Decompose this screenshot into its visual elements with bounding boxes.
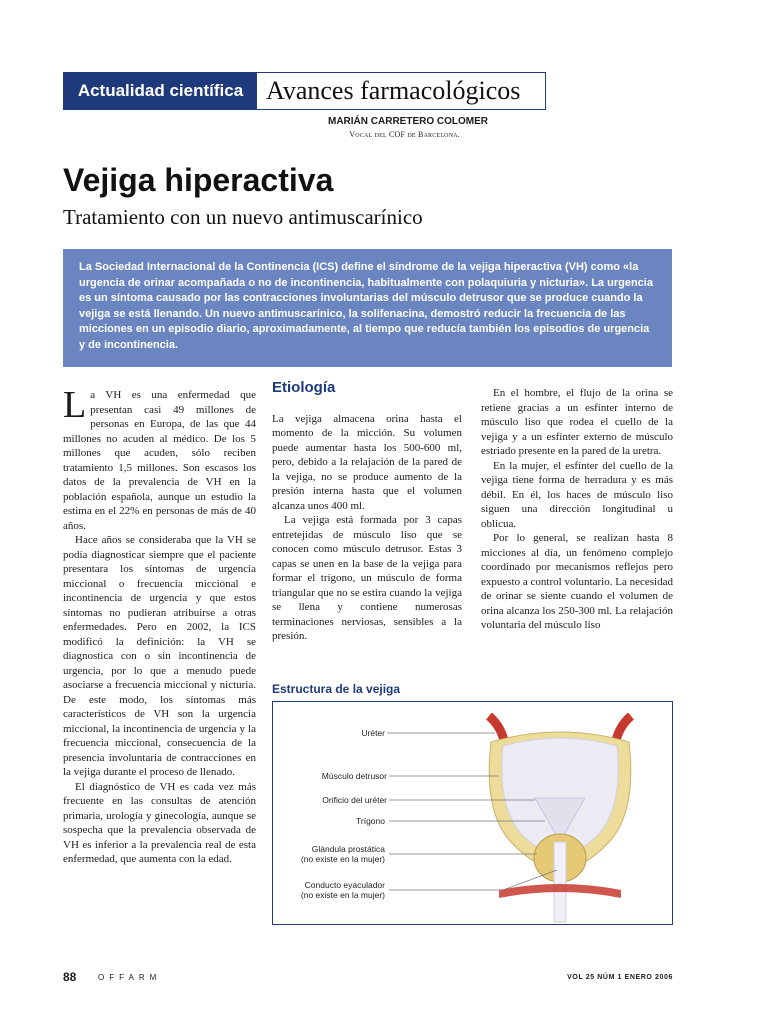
paragraph: Por lo general, se realizan hasta 8 micciones al día, un fenómeno complejo coordinado por mecanismos reflejos pero expuesto a control voluntario. La necesidad de orinar se siente cuando el volumen de orina alcanza los 250-300 ml. La relajación voluntaria del músculo liso	[481, 532, 673, 631]
section-header	[63, 72, 546, 110]
column-1	[63, 384, 256, 867]
label-trigono: Trígono	[356, 816, 385, 826]
label-glandula-line2: (no existe en la mujer)	[300, 854, 385, 864]
label-ureter: Uréter	[361, 728, 385, 738]
paragraph: Hace años se consideraba que la VH se podía diagnosticar siempre que el paciente presentara los síntomas de urgencia miccional o frecuencia miccional e incontinencia de urgencia y que estos síntomas no pudieran atribuirse a otras enfermedades. Pero en 2002, la ICS modificó la definición: la VH se diagnostica con o sin incontinencia de urgencia, por lo que a menudo puede asociarse a frecuencia miccional y nicturia. De este modo, los síntomas más característicos de VH son la urgencia miccional, la incontinencia de urgencia y la frecuencia miccional, consecuencia de la presencia involuntaria de contracciones en la vejiga durante el proceso de llenado.	[63, 534, 256, 778]
page-number: 88	[63, 970, 77, 984]
column-2	[272, 381, 462, 644]
label-conducto	[279, 880, 385, 900]
paragraph: El diagnóstico de VH es cada vez más frecuente en las consultas de atención primaria, urología y ginecología, aunque se sospecha que la prevalencia observada de VH es inferior a la prevalencia real de esta enfermedad, que aumenta con la edad.	[63, 780, 256, 865]
section-label: Actualidad científica	[64, 73, 257, 109]
label-glandula	[279, 844, 385, 864]
label-orificio: Orificio del uréter	[322, 795, 387, 805]
label-conducto-line2: (no existe en la mujer)	[300, 890, 385, 900]
issue-info: VOL 25 NÚM 1 ENERO 2006	[567, 974, 673, 981]
label-detrusor: Músculo detrusor	[321, 771, 387, 781]
label-glandula-line1: Glándula prostática	[311, 844, 385, 854]
column-3	[481, 386, 673, 633]
paragraph: La vejiga está formada por 3 capas entretejidas de músculo liso que se conocen como músculo detrusor. Estas 3 capas se unen en la base de la vejiga para formar el trígono, un músculo de forma triangular que no se estira cuando la vejiga se llena y contiene numerosas terminaciones nerviosas, sensibles a la presión.	[272, 514, 462, 642]
article-title: Vejiga hiperactiva	[63, 162, 334, 198]
author-name: MARIÁN CARRETERO COLOMER	[328, 116, 488, 127]
paragraph-text: a VH es una enfermedad que presentan casi 49 millones de personas en Europa, de las que 44 millones no acuden al médico. De los 5 millones que acuden, sólo reciben tratamiento 1,5 millones. Son escasos los datos de la prevalencia de VH en la población española, aunque un estudio la estima en el 22% en personas de más de 40 años.	[63, 389, 256, 532]
section-topic: Avances farmacológicos	[266, 76, 521, 105]
paragraph: En el hombre, el flujo de la orina se retiene gracias a un esfínter interno de músculo liso que rodea el cuello de la vejiga y a un esfínter externo de músculo estriado presente en la pared de la uretra.	[481, 387, 673, 457]
paragraph	[63, 384, 256, 533]
article-subtitle: Tratamiento con un nuevo antimuscarínico	[63, 205, 423, 229]
journal-name: OFFARM	[98, 973, 162, 982]
urethra-shape	[554, 842, 566, 922]
author-role: Vocal del COF de Barcelona.	[349, 130, 460, 139]
bladder-figure	[272, 701, 673, 925]
paragraph: En la mujer, el esfínter del cuello de la vejiga tiene forma de herradura y es más débil. En él, los haces de músculo liso siguen una dirección longitudinal u oblicua.	[481, 459, 673, 530]
figure-title: Estructura de la vejiga	[272, 682, 401, 696]
drop-cap: L	[63, 384, 87, 426]
section-heading-etiologia: Etiología	[272, 379, 336, 396]
paragraph: La vejiga almacena orina hasta el momento de la micción. Su volumen puede aumentar hasta los 500-600 ml, pero, debido a la relajación de la pared de la vejiga, no se produce aumento de la presión interna hasta que el volumen alcanza unos 400 ml.	[272, 412, 462, 512]
abstract-box: La Sociedad Internacional de la Continencia (ICS) define el síndrome de la vejiga hiperactiva (VH) como «la urgencia de orinar acompañada o no de incontinencia, habitualmente con polaquiuria y nicturia». La urgencia es un síntoma causado por las contracciones involuntarias del músculo detrusor que se produce cuando la vejiga se está llenando. Un nuevo antimuscarínico, la solifenacina, demostró reducir la frecuencia de las micciones en un episodio diario, aproximadamente, al tiempo que reducía también los episodios de urgencia y de incontinencia.	[63, 249, 672, 367]
label-conducto-line1: Conducto eyaculador	[304, 880, 385, 890]
